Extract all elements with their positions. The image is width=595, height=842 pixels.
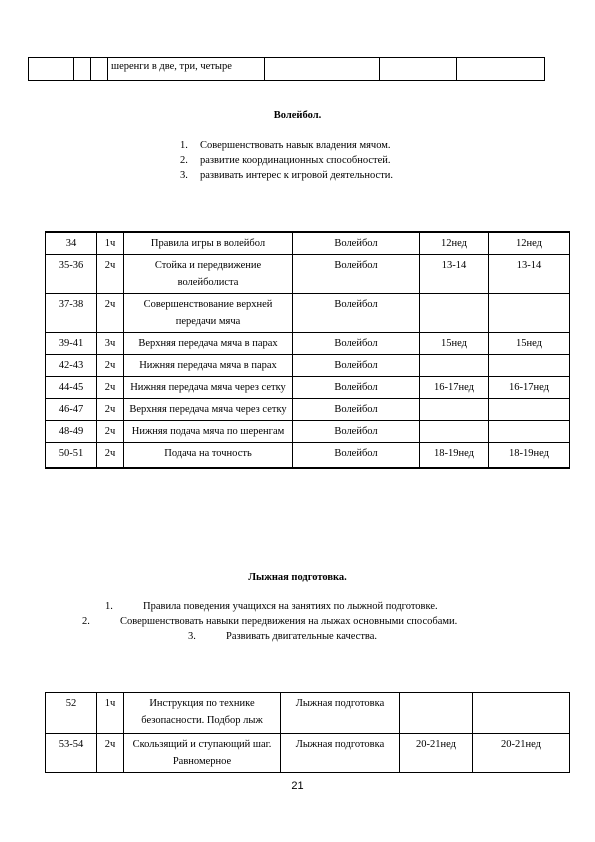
table-row [46, 333, 570, 355]
lesson-number: 48-49 [46, 421, 97, 443]
fact-week: 13-14 [489, 255, 570, 294]
list-item: 3. Развивать двигательные качества. [188, 631, 378, 642]
lesson-number: 34 [46, 232, 97, 255]
table-row [46, 421, 570, 443]
table-row [46, 232, 570, 255]
fact-week: 15нед [489, 333, 570, 355]
table-row [46, 443, 570, 469]
top-table-fragment [28, 57, 545, 81]
topic: Нижняя передача мяча в парах [124, 355, 293, 377]
section: Волейбол [293, 355, 420, 377]
plan-week [420, 399, 489, 421]
table-row [46, 377, 570, 399]
lesson-number: 53-54 [46, 734, 97, 773]
plan-week: 12нед [420, 232, 489, 255]
fact-week: 16-17нед [489, 377, 570, 399]
table-row [46, 355, 570, 377]
list-item: 3. развивать интерес к игровой деятельности. [180, 170, 394, 181]
plan-week: 16-17нед [420, 377, 489, 399]
hours: 2ч [97, 355, 124, 377]
table-cell [265, 58, 380, 81]
plan-week: 18-19нед [420, 443, 489, 469]
table-cell [457, 58, 545, 81]
plan-week [420, 421, 489, 443]
lesson-number: 42-43 [46, 355, 97, 377]
plan-week [420, 355, 489, 377]
list-item: 1. Совершенствовать навык владения мячом. [180, 140, 391, 151]
fact-week: 18-19нед [489, 443, 570, 469]
topic: Стойка и передвижение волейболиста [124, 255, 293, 294]
page-number: 21 [291, 780, 304, 792]
topic: Совершенствование верхней передачи мяча [124, 294, 293, 333]
hours: 2ч [97, 294, 124, 333]
hours: 2ч [97, 421, 124, 443]
table-row [29, 58, 545, 81]
table-row [46, 693, 570, 734]
section: Лыжная подготовка [281, 693, 400, 734]
fact-week: 20-21нед [473, 734, 570, 773]
fact-week [489, 421, 570, 443]
section: Волейбол [293, 421, 420, 443]
fact-week [489, 294, 570, 333]
goals-list-volleyball [180, 138, 393, 183]
lesson-number: 52 [46, 693, 97, 734]
section: Волейбол [293, 443, 420, 469]
topic: Нижняя подача мяча по шеренгам [124, 421, 293, 443]
table-cell [74, 58, 91, 81]
lesson-number: 50-51 [46, 443, 97, 469]
hours: 2ч [97, 377, 124, 399]
fact-week [489, 355, 570, 377]
hours: 1ч [97, 693, 124, 734]
fact-week [489, 399, 570, 421]
table-cell [380, 58, 457, 81]
plan-week [400, 693, 473, 734]
table-row [46, 255, 570, 294]
section: Волейбол [293, 232, 420, 255]
topic: Верхняя передача мяча в парах [124, 333, 293, 355]
table-row [46, 294, 570, 333]
plan-week: 15нед [420, 333, 489, 355]
section-title-skiing: Лыжная подготовка. [248, 572, 347, 583]
plan-week [420, 294, 489, 333]
hours: 1ч [97, 232, 124, 255]
section: Волейбол [293, 377, 420, 399]
plan-week: 13-14 [420, 255, 489, 294]
table-cell [91, 58, 108, 81]
hours: 2ч [97, 399, 124, 421]
goals-list-skiing [0, 599, 595, 644]
table-cell [29, 58, 74, 81]
list-item: 2. Совершенствовать навыки передвижения на лыжах основными способами. [82, 616, 458, 627]
skiing-lesson-table [45, 692, 570, 773]
list-item: 1. Правила поведения учащихся на занятиях по лыжной подготовке. [105, 601, 438, 612]
topic: Инструкция по технике безопасности. Подбор лыж [124, 693, 281, 734]
topic: Скользящий и ступающий шаг. Равномерное [124, 734, 281, 773]
section: Волейбол [293, 333, 420, 355]
section: Волейбол [293, 399, 420, 421]
topic: Подача на точность [124, 443, 293, 469]
section: Волейбол [293, 294, 420, 333]
lesson-number: 35-36 [46, 255, 97, 294]
volleyball-lesson-table [45, 231, 570, 469]
plan-week: 20-21нед [400, 734, 473, 773]
hours: 2ч [97, 734, 124, 773]
lesson-number: 46-47 [46, 399, 97, 421]
hours: 2ч [97, 443, 124, 469]
fact-week: 12нед [489, 232, 570, 255]
lesson-number: 44-45 [46, 377, 97, 399]
table-row [46, 734, 570, 773]
table-row [46, 399, 570, 421]
topic: Верхняя передача мяча через сетку [124, 399, 293, 421]
lesson-number: 39-41 [46, 333, 97, 355]
section-title-volleyball: Волейбол. [273, 110, 322, 121]
hours: 2ч [97, 255, 124, 294]
fact-week [473, 693, 570, 734]
section: Лыжная подготовка [281, 734, 400, 773]
topic: Правила игры в волейбол [124, 232, 293, 255]
section: Волейбол [293, 255, 420, 294]
table-cell: шеренги в две, три, четыре [108, 58, 265, 81]
lesson-number: 37-38 [46, 294, 97, 333]
list-item: 2. развитие координационных способностей. [180, 155, 391, 166]
topic: Нижняя передача мяча через сетку [124, 377, 293, 399]
hours: 3ч [97, 333, 124, 355]
